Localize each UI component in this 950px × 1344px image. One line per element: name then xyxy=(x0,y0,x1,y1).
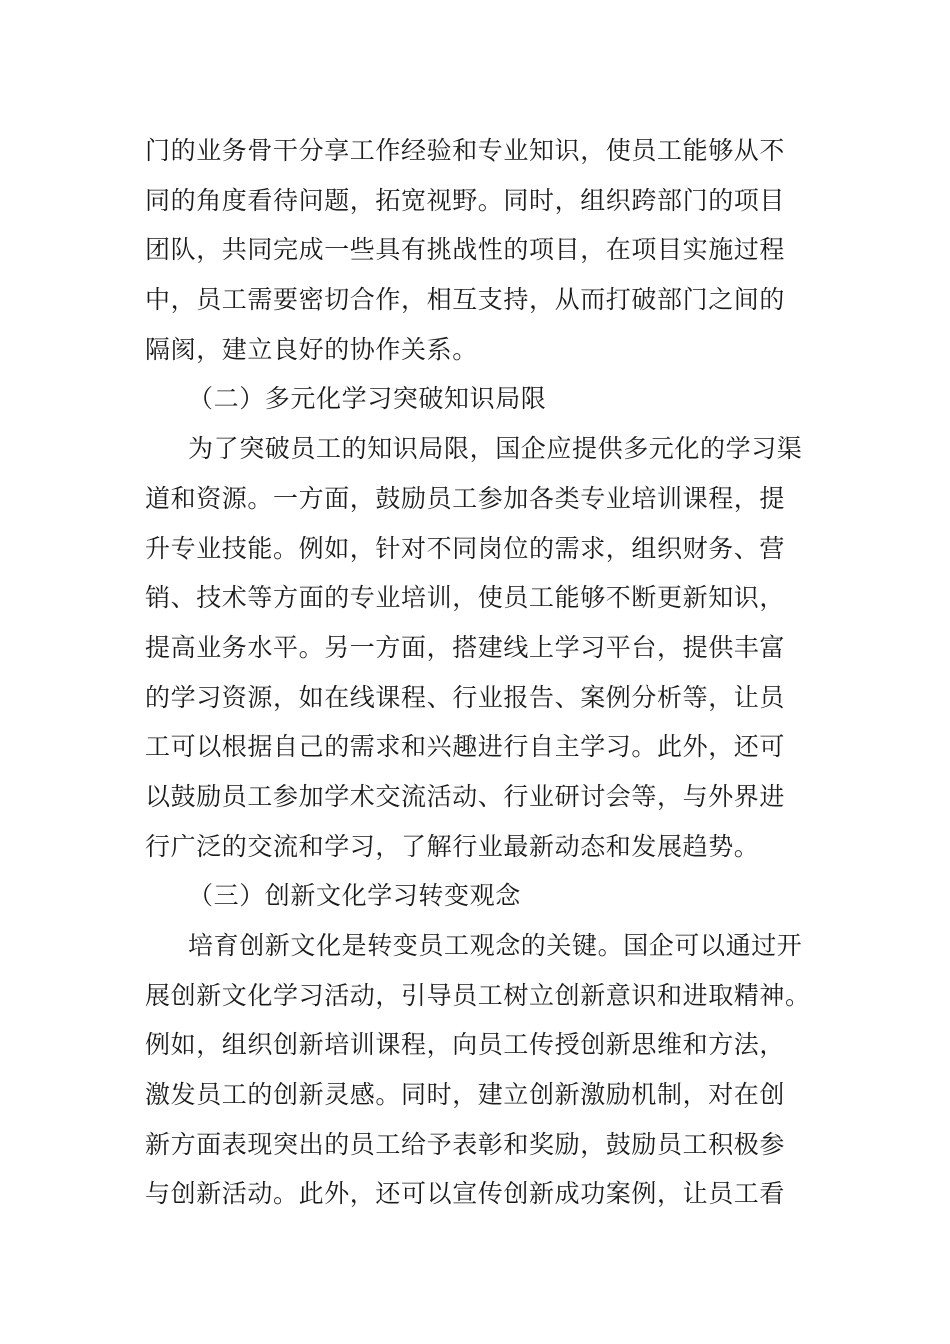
paragraph-first-line: 为了突破员工的知识局限，国企应提供多元化的学习渠 xyxy=(188,434,803,464)
section-heading: （三）创新文化学习转变观念 xyxy=(188,881,521,911)
section-heading: （二）多元化学习突破知识局限 xyxy=(188,384,547,414)
body-line: 行广泛的交流和学习，了解行业最新动态和发展趋势。 xyxy=(145,831,760,861)
body-line: 工可以根据自己的需求和兴趣进行自主学习。此外，还可 xyxy=(145,732,786,762)
body-line: 升专业技能。例如，针对不同岗位的需求，组织财务、营 xyxy=(145,533,786,563)
body-line: 隔阂，建立良好的协作关系。 xyxy=(145,334,478,364)
body-line: 新方面表现突出的员工给予表彰和奖励，鼓励员工积极参 xyxy=(145,1129,786,1159)
body-line: 同的角度看待问题，拓宽视野。同时，组织跨部门的项目 xyxy=(145,185,786,215)
body-line: 例如，组织创新培训课程，向员工传授创新思维和方法， xyxy=(145,1030,786,1060)
body-line: 道和资源。一方面，鼓励员工参加各类专业培训课程，提 xyxy=(145,483,786,513)
body-line: 团队，共同完成一些具有挑战性的项目，在项目实施过程 xyxy=(145,235,786,265)
body-line: 的学习资源，如在线课程、行业报告、案例分析等，让员 xyxy=(145,682,786,712)
body-line: 展创新文化学习活动，引导员工树立创新意识和进取精神。 xyxy=(145,980,811,1010)
body-line: 与创新活动。此外，还可以宣传创新成功案例，让员工看 xyxy=(145,1179,786,1209)
body-line: 提高业务水平。另一方面，搭建线上学习平台，提供丰富 xyxy=(145,632,786,662)
body-line: 销、技术等方面的专业培训，使员工能够不断更新知识， xyxy=(145,583,786,613)
body-line: 以鼓励员工参加学术交流活动、行业研讨会等，与外界进 xyxy=(145,781,786,811)
body-line: 中，员工需要密切合作，相互支持，从而打破部门之间的 xyxy=(145,285,786,315)
body-line: 激发员工的创新灵感。同时，建立创新激励机制，对在创 xyxy=(145,1080,786,1110)
document-body xyxy=(145,126,811,1219)
body-line: 门的业务骨干分享工作经验和专业知识，使员工能够从不 xyxy=(145,136,786,165)
paragraph-first-line: 培育创新文化是转变员工观念的关键。国企可以通过开 xyxy=(188,931,803,960)
